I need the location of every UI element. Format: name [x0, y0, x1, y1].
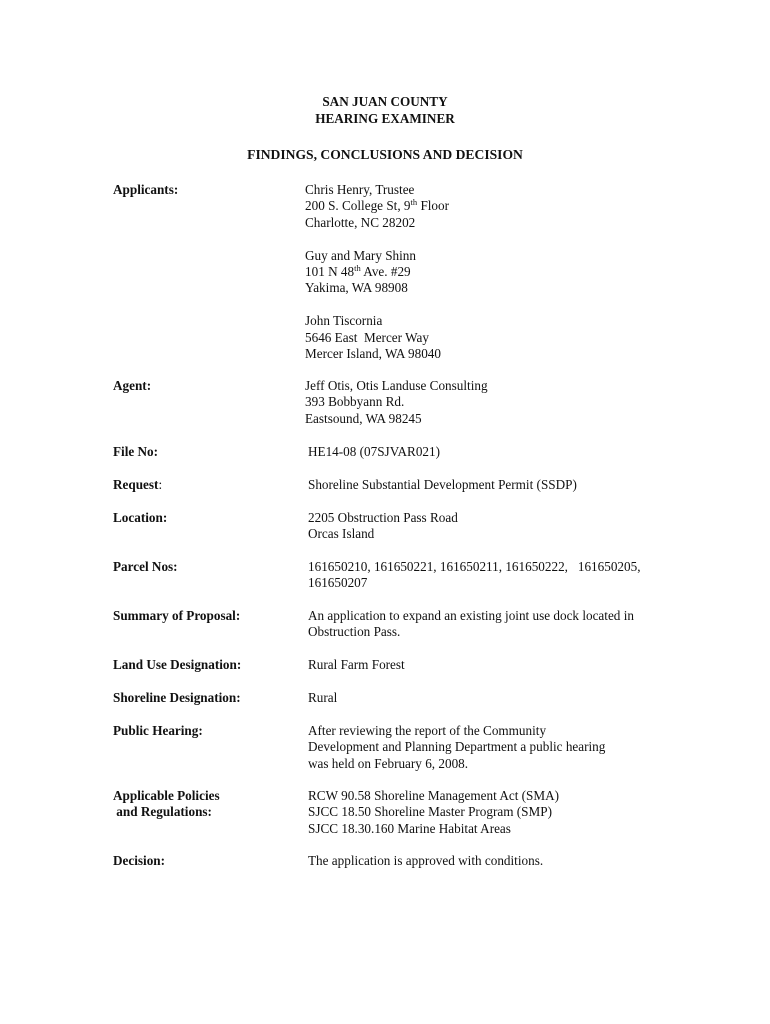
shoreline-label: Shoreline Designation:	[113, 690, 241, 705]
public-hearing-value	[308, 723, 688, 772]
applicant-address: 200 S. College St, 9th Floor	[305, 197, 450, 214]
applicants-label: Applicants:	[113, 182, 179, 197]
policies-line: RCW 90.58 Shoreline Management Act (SMA)	[308, 788, 560, 803]
applicant-city: Mercer Island, WA 98040	[305, 346, 441, 362]
document-title: FINDINGS, CONCLUSIONS AND DECISION	[247, 147, 523, 162]
file-no-label: File No:	[113, 444, 159, 459]
file-no-text: HE14-08 (07SJVAR021)	[308, 444, 441, 459]
agent-value	[305, 378, 685, 427]
agent-label: Agent:	[113, 378, 152, 393]
summary-value	[308, 608, 688, 641]
public-hearing-label: Public Hearing:	[113, 723, 203, 738]
file-no-value	[308, 444, 688, 460]
applicant-entry	[305, 248, 685, 297]
summary-label: Summary of Proposal:	[113, 608, 241, 623]
summary-line: Obstruction Pass.	[308, 624, 401, 640]
policies-line: SJCC 18.30.160 Marine Habitat Areas	[308, 820, 511, 836]
decision-text: The application is approved with conditions.	[308, 853, 544, 868]
public-hearing-line: Development and Planning Department a public hearing	[308, 739, 606, 755]
applicant-city: Yakima, WA 98908	[305, 280, 408, 296]
shoreline-text: Rural	[308, 690, 338, 705]
policies-line: SJCC 18.50 Shoreline Master Program (SMP)	[308, 804, 552, 820]
decision-label: Decision:	[113, 853, 166, 868]
applicants-value	[305, 182, 685, 362]
land-use-text: Rural Farm Forest	[308, 657, 405, 672]
policies-label: Applicable Policies and Regulations:	[113, 788, 220, 820]
parcel-nos-value	[308, 559, 688, 592]
location-line: Orcas Island	[308, 526, 375, 542]
public-hearing-line: was held on February 6, 2008.	[308, 755, 469, 771]
applicant-name: Guy and Mary Shinn	[305, 247, 416, 263]
county-name: SAN JUAN COUNTY	[322, 94, 448, 109]
applicant-address: 101 N 48th Ave. #29	[305, 263, 411, 280]
parcel-nos-line: 161650210, 161650221, 161650211, 161650222, 161650205,	[308, 559, 641, 574]
location-value	[308, 510, 688, 543]
land-use-label: Land Use Designation:	[113, 657, 242, 672]
summary-line: An application to expand an existing joint use dock located in	[308, 608, 634, 623]
public-hearing-line: After reviewing the report of the Community	[308, 723, 547, 738]
applicant-city: Charlotte, NC 28202	[305, 214, 416, 230]
agent-line: 393 Bobbyann Rd.	[305, 394, 405, 410]
request-value	[308, 477, 688, 493]
location-line: 2205 Obstruction Pass Road	[308, 510, 458, 525]
parcel-nos-line: 161650207	[308, 575, 368, 591]
land-use-value	[308, 657, 688, 673]
request-label: Request:	[113, 477, 163, 492]
applicant-name: John Tiscornia	[305, 313, 383, 329]
request-text: Shoreline Substantial Development Permit (SSDP)	[308, 477, 577, 492]
applicant-entry	[305, 313, 685, 362]
parcel-nos-label: Parcel Nos:	[113, 559, 178, 574]
policies-value	[308, 788, 688, 837]
decision-value	[308, 853, 688, 869]
agent-line: Eastsound, WA 98245	[305, 410, 422, 426]
applicant-address: 5646 East Mercer Way	[305, 329, 429, 345]
shoreline-value	[308, 690, 688, 706]
examiner-title: HEARING EXAMINER	[315, 111, 455, 126]
agent-line: Jeff Otis, Otis Landuse Consulting	[305, 378, 488, 393]
location-label: Location:	[113, 510, 168, 525]
applicant-entry	[305, 182, 685, 231]
applicant-name: Chris Henry, Trustee	[305, 182, 415, 197]
